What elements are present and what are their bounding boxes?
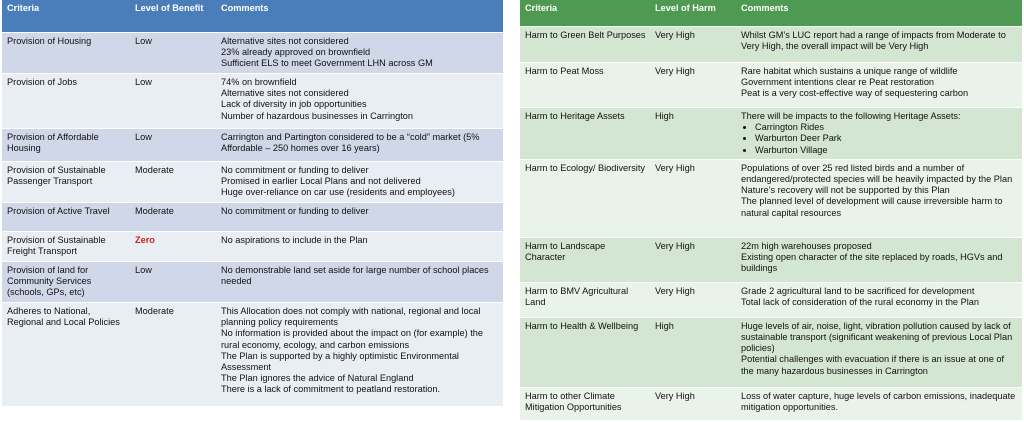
- criteria-cell: Provision of Affordable Housing: [2, 129, 130, 162]
- comment-line: Peat is a very cost-effective way of sequestering carbon: [741, 88, 969, 99]
- comments-cell: [736, 108, 1022, 160]
- benefit-header-row: [2, 0, 503, 33]
- comment-line: Existing open character of the site replaced by roads, HGVs and buildings: [741, 252, 1003, 274]
- criteria-cell: Harm to Peat Moss: [520, 63, 650, 108]
- table-row: [2, 262, 503, 303]
- table-row: [2, 232, 503, 262]
- comments-cell: [216, 203, 503, 232]
- comment-line: There is a lack of commitment to peatland restoration.: [221, 384, 441, 395]
- comment-line: No information is provided about the impact on (for example) the rural economy, ecology, and carbon emissions: [221, 328, 483, 350]
- level-cell: Very High: [650, 282, 736, 317]
- level-cell: Very High: [650, 159, 736, 237]
- comment-line: Lack of diversity in job opportunities: [221, 99, 367, 110]
- comment-line: Populations of over 25 red listed birds and a number of endangered/protected species will be heavily impacted by the Plan: [741, 162, 1013, 185]
- criteria-cell: Harm to BMV Agricultural Land: [520, 282, 650, 317]
- comment-line: Promised in earlier Local Plans and not delivered: [221, 176, 421, 187]
- table-row: [2, 129, 503, 162]
- comment-line: No commitment or funding to deliver: [221, 206, 369, 216]
- comment-line: The Plan ignores the advice of Natural England: [221, 373, 414, 384]
- level-cell: Very High: [650, 237, 736, 282]
- table-row: [520, 63, 1022, 108]
- table-row: [520, 282, 1022, 317]
- criteria-cell: Adheres to National, Regional and Local Policies: [2, 303, 130, 407]
- table-row: [520, 317, 1022, 387]
- comment-line: 23% already approved on brownfield: [221, 47, 371, 58]
- criteria-cell: Harm to Health & Wellbeing: [520, 317, 650, 387]
- harm-header-comments: Comments: [736, 0, 1022, 27]
- level-cell: Low: [130, 74, 216, 129]
- comments-cell: [736, 317, 1022, 387]
- heritage-asset-item: • Warburton Village: [755, 145, 1018, 156]
- comment-line: The Plan is supported by a highly optimistic Environmental Assessment: [221, 350, 459, 373]
- harm-header-row: [520, 0, 1022, 27]
- comment-line: Total lack of consideration of the rural economy in the Plan: [741, 297, 979, 308]
- comment-line: There will be impacts to the following Heritage Assets:: [741, 111, 961, 121]
- harm-table: [520, 0, 1022, 421]
- table-row: [2, 33, 503, 74]
- comments-cell: [736, 159, 1022, 237]
- comments-cell: [216, 232, 503, 262]
- comments-cell: [736, 63, 1022, 108]
- criteria-cell: Harm to Landscape Character: [520, 237, 650, 282]
- harm-header-criteria: Criteria: [520, 0, 650, 27]
- heritage-asset-list: [741, 122, 1018, 156]
- comments-cell: [736, 387, 1022, 420]
- benefit-header-criteria: Criteria: [2, 0, 130, 33]
- criteria-cell: Harm to Green Belt Purposes: [520, 27, 650, 63]
- level-cell: High: [650, 108, 736, 160]
- comment-line: Grade 2 agricultural land to be sacrificed for development: [741, 285, 975, 296]
- comments-cell: [216, 262, 503, 303]
- table-row: [520, 387, 1022, 420]
- table-row: [520, 159, 1022, 237]
- table-row: [520, 108, 1022, 160]
- level-cell: Zero: [130, 232, 216, 262]
- level-cell: Moderate: [130, 162, 216, 203]
- comment-line: Rare habitat which sustains a unique range of wildlife: [741, 66, 958, 76]
- comment-line: Whilst GM’s LUC report had a range of impacts from Moderate to Very High, the overall impact will be Very High: [741, 30, 1006, 52]
- heritage-asset-item: • Carrington Rides: [755, 122, 1018, 133]
- comments-cell: [216, 33, 503, 74]
- criteria-cell: Provision of land for Community Services (schools, GPs, etc): [2, 262, 130, 303]
- comments-cell: [216, 74, 503, 129]
- benefit-table: [2, 0, 503, 407]
- criteria-cell: Provision of Active Travel: [2, 203, 130, 232]
- comment-line: Number of hazardous businesses in Carrington: [221, 110, 414, 121]
- criteria-cell: Harm to Ecology/ Biodiversity: [520, 159, 650, 237]
- criteria-cell: Harm to other Climate Mitigation Opportunities: [520, 387, 650, 420]
- benefit-header-level: Level of Benefit: [130, 0, 216, 33]
- comment-line: No aspirations to include in the Plan: [221, 235, 368, 245]
- table-row: [520, 237, 1022, 282]
- criteria-cell: Provision of Sustainable Freight Transport: [2, 232, 130, 262]
- table-row: [2, 303, 503, 407]
- level-cell: Very High: [650, 387, 736, 420]
- criteria-cell: Harm to Heritage Assets: [520, 108, 650, 160]
- level-cell: Low: [130, 33, 216, 74]
- comment-line: 22m high warehouses proposed: [741, 240, 872, 251]
- level-cell: Low: [130, 262, 216, 303]
- level-cell: Moderate: [130, 303, 216, 407]
- comment-line: 74% on brownfield: [221, 77, 297, 87]
- comment-line: No demonstrable land set aside for large number of school places needed: [221, 265, 489, 287]
- heritage-asset-item: • Warburton Deer Park: [755, 133, 1018, 144]
- comments-cell: [216, 129, 503, 162]
- comments-cell: [736, 237, 1022, 282]
- comment-line: Alternative sites not considered: [221, 88, 349, 99]
- benefit-header-comments: Comments: [216, 0, 503, 33]
- criteria-cell: Provision of Housing: [2, 33, 130, 74]
- level-cell: Moderate: [130, 203, 216, 232]
- criteria-cell: Provision of Jobs: [2, 74, 130, 129]
- comment-line: No commitment or funding to deliver: [221, 165, 369, 175]
- harm-header-level: Level of Harm: [650, 0, 736, 27]
- table-row: [2, 74, 503, 129]
- comment-line: The planned level of development will cause irreversible harm to natural capital resources: [741, 196, 1003, 218]
- comment-line: Huge levels of air, noise, light, vibration pollution caused by lack of sustainable transport (significant weakening of previous Local Plan policies): [741, 320, 1013, 354]
- criteria-cell: Provision of Sustainable Passenger Transport: [2, 162, 130, 203]
- comment-line: This Allocation does not comply with national, regional and local planning policy requirements: [221, 306, 481, 328]
- comment-line: Sufficient ELS to meet Government LHN across GM: [221, 58, 433, 69]
- level-cell: Very High: [650, 63, 736, 108]
- level-cell: Low: [130, 129, 216, 162]
- table-row: [2, 162, 503, 203]
- comment-line: Government intentions clear re Peat restoration: [741, 77, 935, 88]
- comment-line: Loss of water capture, huge levels of carbon emissions, inadequate mitigation opportunities.: [741, 390, 1016, 413]
- level-cell: Very High: [650, 27, 736, 63]
- comments-cell: [736, 282, 1022, 317]
- comment-line: Nature’s recovery will not be supported by this Plan: [741, 185, 950, 196]
- table-row: [520, 27, 1022, 63]
- comment-line: Carrington and Partington considered to be a “cold” market (5% Affordable – 250 homes over 16 years): [221, 132, 480, 154]
- comment-line: Potential challenges with evacuation if there is an issue at one of the many hazardous businesses in Carrington: [741, 354, 1005, 376]
- comments-cell: [736, 27, 1022, 63]
- level-cell: High: [650, 317, 736, 387]
- comment-line: Alternative sites not considered: [221, 36, 349, 46]
- table-row: [2, 203, 503, 232]
- comments-cell: [216, 162, 503, 203]
- comments-cell: [216, 303, 503, 407]
- comment-line: Huge over-reliance on car use (residents and employees): [221, 187, 455, 198]
